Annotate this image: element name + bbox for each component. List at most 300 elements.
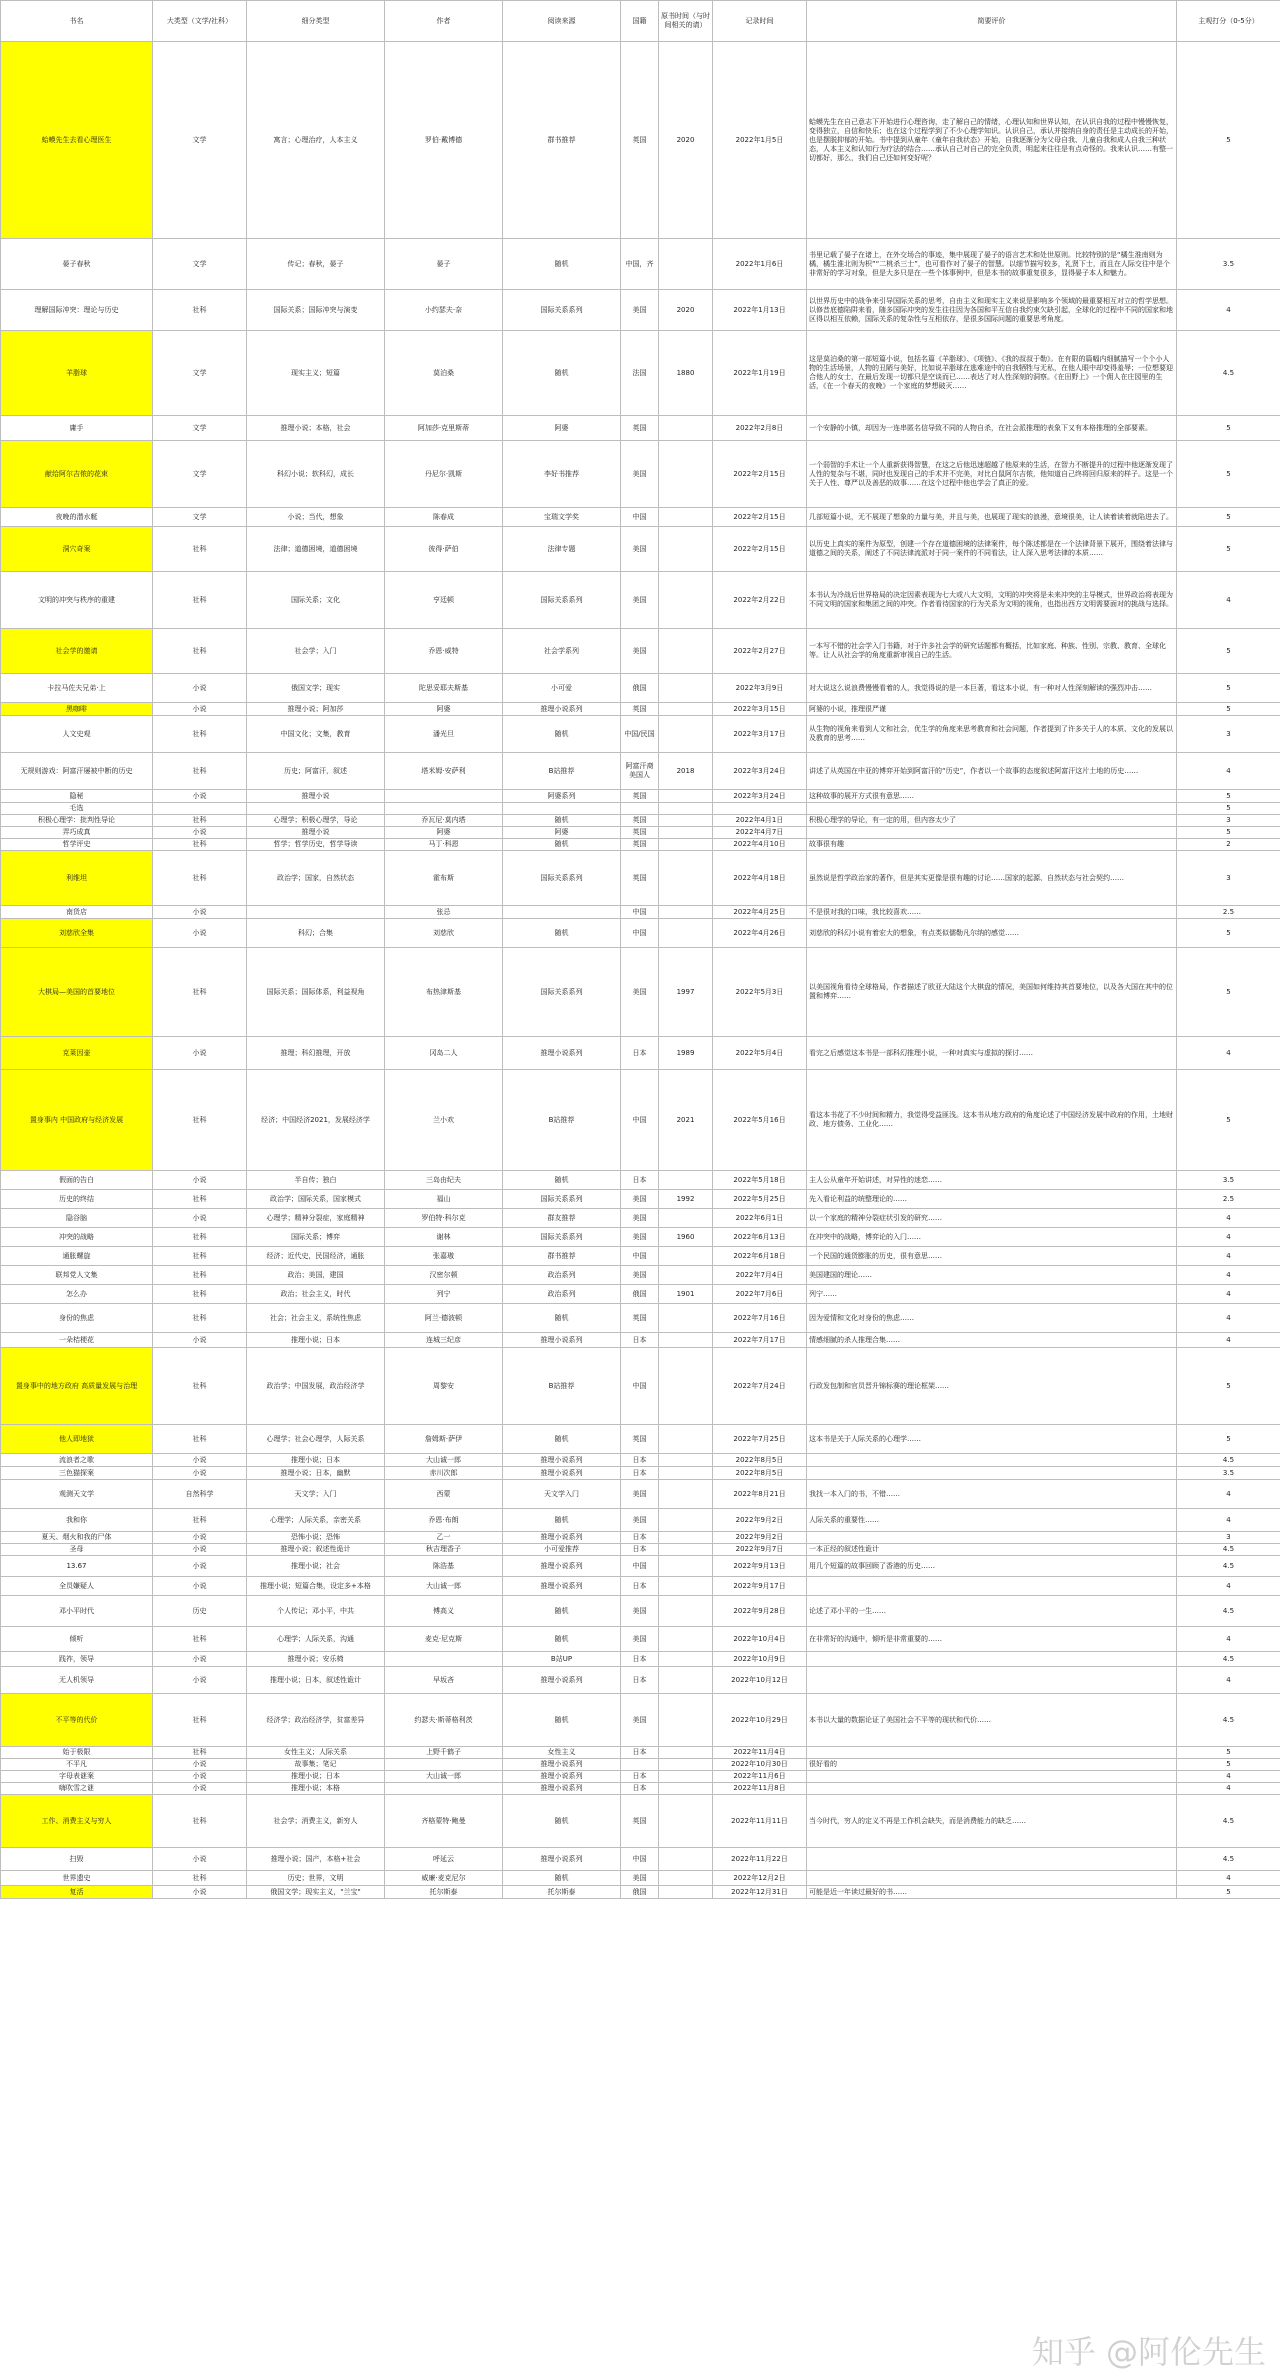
score-cell[interactable]: 4.5 — [1177, 1694, 1280, 1747]
category-cell[interactable]: 社科 — [153, 716, 247, 753]
review-cell[interactable]: 一本正经的叙述性诡计 — [807, 1544, 1177, 1556]
original-year-cell[interactable]: 1997 — [659, 948, 713, 1037]
category-cell[interactable]: 小说 — [153, 1454, 247, 1467]
subtype-cell[interactable]: 经济；近代史，民国经济，通胀 — [247, 1247, 385, 1266]
author-cell[interactable]: 小约瑟夫·奈 — [385, 290, 503, 331]
source-cell[interactable]: 国际关系系列 — [503, 290, 621, 331]
category-cell[interactable]: 小说 — [153, 1886, 247, 1899]
record-date-cell[interactable]: 2022年11月11日 — [713, 1795, 807, 1848]
source-cell[interactable]: 随机 — [503, 919, 621, 948]
category-cell[interactable]: 小说 — [153, 1209, 247, 1228]
book-title-cell[interactable]: 字母表谜案 — [1, 1771, 153, 1783]
category-cell[interactable]: 小说 — [153, 1577, 247, 1596]
book-title-cell[interactable]: 始于极限 — [1, 1747, 153, 1759]
score-cell[interactable]: 4 — [1177, 1285, 1280, 1304]
score-cell[interactable]: 5 — [1177, 416, 1280, 441]
original-year-cell[interactable] — [659, 716, 713, 753]
subtype-cell[interactable]: 历史；世界，文明 — [247, 1871, 385, 1886]
original-year-cell[interactable] — [659, 1771, 713, 1783]
nationality-cell[interactable]: 美国 — [621, 1694, 659, 1747]
record-date-cell[interactable]: 2022年9月13日 — [713, 1556, 807, 1577]
category-cell[interactable]: 文学 — [153, 42, 247, 239]
review-cell[interactable]: 对大说这么说浪费慢慢看着的人，我觉得说的是一本巨著，看这本小说，有一种对人性深刻解读的强烈冲击…… — [807, 674, 1177, 703]
original-year-cell[interactable]: 2018 — [659, 753, 713, 790]
record-date-cell[interactable]: 2022年5月18日 — [713, 1171, 807, 1190]
review-cell[interactable]: 情感细腻的杀人推理合集…… — [807, 1333, 1177, 1348]
book-title-cell[interactable]: 庸手 — [1, 416, 153, 441]
source-cell[interactable]: 法律专题 — [503, 527, 621, 572]
author-cell[interactable]: 晏子 — [385, 239, 503, 290]
original-year-cell[interactable] — [659, 839, 713, 851]
original-year-cell[interactable] — [659, 1577, 713, 1596]
score-cell[interactable]: 4 — [1177, 1480, 1280, 1509]
category-cell[interactable]: 历史 — [153, 1596, 247, 1627]
book-title-cell[interactable]: 置身事中的地方政府 高质量发展与治理 — [1, 1348, 153, 1425]
score-cell[interactable]: 4.5 — [1177, 1556, 1280, 1577]
book-title-cell[interactable]: 克莱因壶 — [1, 1037, 153, 1070]
review-cell[interactable] — [807, 1577, 1177, 1596]
record-date-cell[interactable]: 2022年2月15日 — [713, 508, 807, 527]
category-cell[interactable]: 社科 — [153, 527, 247, 572]
record-date-cell[interactable]: 2022年5月4日 — [713, 1037, 807, 1070]
subtype-cell[interactable]: 科幻小说；软科幻，成长 — [247, 441, 385, 508]
original-year-cell[interactable] — [659, 803, 713, 815]
subtype-cell[interactable]: 推理小说；安乐椅 — [247, 1652, 385, 1667]
author-cell[interactable]: 赤川次郎 — [385, 1467, 503, 1480]
subtype-cell[interactable]: 传记；春秋，晏子 — [247, 239, 385, 290]
book-title-cell[interactable]: 我和你 — [1, 1509, 153, 1532]
header-score[interactable]: 主观打分（0-5分） — [1177, 1, 1280, 42]
source-cell[interactable]: 天文学入门 — [503, 1480, 621, 1509]
source-cell[interactable]: 随机 — [503, 1795, 621, 1848]
original-year-cell[interactable] — [659, 1694, 713, 1747]
book-title-cell[interactable]: 邓小平时代 — [1, 1596, 153, 1627]
author-cell[interactable]: 西蒙 — [385, 1480, 503, 1509]
nationality-cell[interactable]: 日本 — [621, 1652, 659, 1667]
subtype-cell[interactable]: 推理小说 — [247, 827, 385, 839]
author-cell[interactable]: 连城三纪彦 — [385, 1333, 503, 1348]
nationality-cell[interactable]: 日本 — [621, 1747, 659, 1759]
score-cell[interactable]: 4 — [1177, 1509, 1280, 1532]
record-date-cell[interactable]: 2022年8月21日 — [713, 1480, 807, 1509]
book-title-cell[interactable]: 全员嫌疑人 — [1, 1577, 153, 1596]
source-cell[interactable]: B站推荐 — [503, 753, 621, 790]
subtype-cell[interactable]: 故事集；笔记 — [247, 1759, 385, 1771]
original-year-cell[interactable] — [659, 1627, 713, 1652]
category-cell[interactable]: 小说 — [153, 1771, 247, 1783]
source-cell[interactable]: 推理小说系列 — [503, 1759, 621, 1771]
subtype-cell[interactable] — [247, 803, 385, 815]
subtype-cell[interactable]: 社会学；入门 — [247, 629, 385, 674]
original-year-cell[interactable] — [659, 1333, 713, 1348]
author-cell[interactable]: 上野千鹤子 — [385, 1747, 503, 1759]
review-cell[interactable]: 列宁…… — [807, 1285, 1177, 1304]
category-cell[interactable]: 小说 — [153, 1783, 247, 1795]
source-cell[interactable]: 国际关系系列 — [503, 1228, 621, 1247]
author-cell[interactable]: 刘慈欣 — [385, 919, 503, 948]
book-title-cell[interactable]: 哲学评史 — [1, 839, 153, 851]
original-year-cell[interactable] — [659, 906, 713, 919]
source-cell[interactable]: 政治系列 — [503, 1266, 621, 1285]
source-cell[interactable]: 阿婆 — [503, 827, 621, 839]
source-cell[interactable]: 女性主义 — [503, 1747, 621, 1759]
original-year-cell[interactable] — [659, 703, 713, 716]
subtype-cell[interactable]: 推理小说；社会 — [247, 1556, 385, 1577]
book-title-cell[interactable]: 南货店 — [1, 906, 153, 919]
score-cell[interactable]: 5 — [1177, 42, 1280, 239]
author-cell[interactable] — [385, 1759, 503, 1771]
book-title-cell[interactable]: 13.67 — [1, 1556, 153, 1577]
score-cell[interactable]: 4 — [1177, 1228, 1280, 1247]
book-title-cell[interactable]: 圣母 — [1, 1544, 153, 1556]
original-year-cell[interactable]: 1901 — [659, 1285, 713, 1304]
score-cell[interactable]: 5 — [1177, 441, 1280, 508]
author-cell[interactable]: 潘光旦 — [385, 716, 503, 753]
subtype-cell[interactable]: 小说；当代，想象 — [247, 508, 385, 527]
category-cell[interactable]: 社科 — [153, 1627, 247, 1652]
author-cell[interactable]: 周黎安 — [385, 1348, 503, 1425]
score-cell[interactable]: 2.5 — [1177, 906, 1280, 919]
subtype-cell[interactable]: 心理学；人际关系，沟通 — [247, 1627, 385, 1652]
original-year-cell[interactable] — [659, 239, 713, 290]
book-title-cell[interactable]: 无规则游戏：阿富汗屡被中断的历史 — [1, 753, 153, 790]
book-title-cell[interactable]: 大棋局—美国的首要地位 — [1, 948, 153, 1037]
nationality-cell[interactable]: 法国 — [621, 331, 659, 416]
nationality-cell[interactable]: 美国 — [621, 572, 659, 629]
original-year-cell[interactable] — [659, 1848, 713, 1871]
book-title-cell[interactable]: 利维坦 — [1, 851, 153, 906]
category-cell[interactable]: 小说 — [153, 1171, 247, 1190]
record-date-cell[interactable]: 2022年1月6日 — [713, 239, 807, 290]
nationality-cell[interactable]: 中国 — [621, 1348, 659, 1425]
review-cell[interactable]: 在非常好的沟通中，倾听是非常重要的…… — [807, 1627, 1177, 1652]
source-cell[interactable]: B站推荐 — [503, 1348, 621, 1425]
record-date-cell[interactable]: 2022年7月24日 — [713, 1348, 807, 1425]
source-cell[interactable]: B站推荐 — [503, 1070, 621, 1171]
author-cell[interactable]: 乔瓦尼·莫内塔 — [385, 815, 503, 827]
original-year-cell[interactable] — [659, 1783, 713, 1795]
original-year-cell[interactable] — [659, 1795, 713, 1848]
review-cell[interactable]: 阿婆的小说，推理很严谨 — [807, 703, 1177, 716]
original-year-cell[interactable] — [659, 1667, 713, 1694]
nationality-cell[interactable]: 英国 — [621, 1304, 659, 1333]
score-cell[interactable]: 4 — [1177, 290, 1280, 331]
book-title-cell[interactable]: 夏天、烟火和我的尸体 — [1, 1532, 153, 1544]
book-title-cell[interactable]: 置身事内 中国政府与经济发展 — [1, 1070, 153, 1171]
nationality-cell[interactable]: 美国 — [621, 290, 659, 331]
nationality-cell[interactable]: 日本 — [621, 1333, 659, 1348]
source-cell[interactable]: 推理小说系列 — [503, 1454, 621, 1467]
source-cell[interactable]: 阿婆系列 — [503, 790, 621, 803]
record-date-cell[interactable]: 2022年10月4日 — [713, 1627, 807, 1652]
score-cell[interactable]: 4 — [1177, 1304, 1280, 1333]
category-cell[interactable]: 社科 — [153, 1266, 247, 1285]
source-cell[interactable]: 随机 — [503, 331, 621, 416]
source-cell[interactable]: 随机 — [503, 815, 621, 827]
subtype-cell[interactable]: 国际关系；国际冲突与演变 — [247, 290, 385, 331]
category-cell[interactable]: 社科 — [153, 1285, 247, 1304]
nationality-cell[interactable]: 中国 — [621, 906, 659, 919]
score-cell[interactable]: 4.5 — [1177, 331, 1280, 416]
record-date-cell[interactable]: 2022年1月5日 — [713, 42, 807, 239]
review-cell[interactable]: 以一个家庭的精神分裂症状引发的研究…… — [807, 1209, 1177, 1228]
source-cell[interactable]: 随机 — [503, 716, 621, 753]
nationality-cell[interactable] — [621, 1759, 659, 1771]
book-title-cell[interactable]: 积极心理学：批判性导论 — [1, 815, 153, 827]
book-title-cell[interactable]: 怎么办 — [1, 1285, 153, 1304]
score-cell[interactable]: 4.5 — [1177, 1596, 1280, 1627]
score-cell[interactable]: 5 — [1177, 527, 1280, 572]
subtype-cell[interactable]: 哲学；哲学历史，哲学导读 — [247, 839, 385, 851]
nationality-cell[interactable]: 俄国 — [621, 674, 659, 703]
book-title-cell[interactable]: 世界遗史 — [1, 1871, 153, 1886]
header-category[interactable]: 大类型（文学/社科） — [153, 1, 247, 42]
author-cell[interactable]: 乔恩·威特 — [385, 629, 503, 674]
author-cell[interactable]: 傅高义 — [385, 1596, 503, 1627]
original-year-cell[interactable] — [659, 815, 713, 827]
score-cell[interactable]: 4 — [1177, 1577, 1280, 1596]
record-date-cell[interactable]: 2022年5月25日 — [713, 1190, 807, 1209]
original-year-cell[interactable] — [659, 1747, 713, 1759]
category-cell[interactable]: 社科 — [153, 753, 247, 790]
original-year-cell[interactable]: 1960 — [659, 1228, 713, 1247]
review-cell[interactable]: 书里记载了晏子在诸上，在外交场合的事迹，集中展现了晏子的语言艺术和处世原则。比较特别的是“橘生淮南则为橘，橘生淮北则为枳”“二桃杀三士”，也可看作对了晏子的智慧。以细节描写较多，礼贤下士，而且在人际交往中是个非常好的学习对象，但是大多只是在一些个体事例中，但是本书的故事重复很多，显得晏子本人和魅力。 — [807, 239, 1177, 290]
subtype-cell[interactable]: 国际关系；国际体系，利益视角 — [247, 948, 385, 1037]
review-cell[interactable]: 可能是近一年读过最好的书…… — [807, 1886, 1177, 1899]
subtype-cell[interactable]: 推理小说；日本，叙述性诡计 — [247, 1667, 385, 1694]
category-cell[interactable]: 小说 — [153, 1652, 247, 1667]
nationality-cell[interactable]: 美国 — [621, 629, 659, 674]
record-date-cell[interactable]: 2022年4月7日 — [713, 827, 807, 839]
source-cell[interactable]: 推理小说系列 — [503, 1577, 621, 1596]
nationality-cell[interactable]: 英国 — [621, 703, 659, 716]
nationality-cell[interactable]: 日本 — [621, 1454, 659, 1467]
subtype-cell[interactable]: 恐怖小说；恐怖 — [247, 1532, 385, 1544]
subtype-cell[interactable]: 国际关系；博弈 — [247, 1228, 385, 1247]
source-cell[interactable]: 随机 — [503, 1171, 621, 1190]
review-cell[interactable]: 一个民国的通货膨胀的历史，很有意思…… — [807, 1247, 1177, 1266]
nationality-cell[interactable]: 英国 — [621, 416, 659, 441]
review-cell[interactable]: 积极心理学的导论，有一定的用，但内容太少了 — [807, 815, 1177, 827]
score-cell[interactable]: 5 — [1177, 703, 1280, 716]
book-title-cell[interactable]: 践祚，领导 — [1, 1652, 153, 1667]
score-cell[interactable]: 4 — [1177, 1667, 1280, 1694]
book-title-cell[interactable]: 复活 — [1, 1886, 153, 1899]
book-title-cell[interactable]: 一朵桔梗花 — [1, 1333, 153, 1348]
nationality-cell[interactable]: 中国 — [621, 1070, 659, 1171]
original-year-cell[interactable] — [659, 1532, 713, 1544]
nationality-cell[interactable]: 美国 — [621, 441, 659, 508]
score-cell[interactable]: 4 — [1177, 753, 1280, 790]
source-cell[interactable]: 推理小说系列 — [503, 1532, 621, 1544]
source-cell[interactable]: 宝瑞文学奖 — [503, 508, 621, 527]
subtype-cell[interactable]: 政治；社会主义，时代 — [247, 1285, 385, 1304]
review-cell[interactable]: 很好看的 — [807, 1759, 1177, 1771]
subtype-cell[interactable]: 历史；阿富汗，叙述 — [247, 753, 385, 790]
nationality-cell[interactable]: 日本 — [621, 1783, 659, 1795]
book-title-cell[interactable]: 文明的冲突与秩序的重建 — [1, 572, 153, 629]
category-cell[interactable]: 小说 — [153, 1848, 247, 1871]
subtype-cell[interactable]: 推理小说；国产，本格+社会 — [247, 1848, 385, 1871]
book-title-cell[interactable]: 他人即地狱 — [1, 1425, 153, 1454]
review-cell[interactable] — [807, 827, 1177, 839]
source-cell[interactable]: 政治系列 — [503, 1285, 621, 1304]
record-date-cell[interactable]: 2022年8月5日 — [713, 1467, 807, 1480]
score-cell[interactable]: 5 — [1177, 1070, 1280, 1171]
author-cell[interactable]: 丹尼尔·凯斯 — [385, 441, 503, 508]
category-cell[interactable]: 社科 — [153, 1304, 247, 1333]
book-title-cell[interactable]: 无人机领导 — [1, 1667, 153, 1694]
record-date-cell[interactable]: 2022年1月19日 — [713, 331, 807, 416]
original-year-cell[interactable] — [659, 508, 713, 527]
score-cell[interactable]: 4 — [1177, 1209, 1280, 1228]
author-cell[interactable]: 张忌 — [385, 906, 503, 919]
record-date-cell[interactable]: 2022年9月7日 — [713, 1544, 807, 1556]
record-date-cell[interactable]: 2022年11月4日 — [713, 1747, 807, 1759]
review-cell[interactable] — [807, 1532, 1177, 1544]
header-nationality[interactable]: 国籍 — [621, 1, 659, 42]
book-title-cell[interactable]: 观测天文学 — [1, 1480, 153, 1509]
nationality-cell[interactable]: 日本 — [621, 1667, 659, 1694]
header-review[interactable]: 简要评价 — [807, 1, 1177, 42]
review-cell[interactable]: 当今时代，穷人的定义不再是工作机会缺失，而是消费能力的缺乏…… — [807, 1795, 1177, 1848]
original-year-cell[interactable]: 1880 — [659, 331, 713, 416]
author-cell[interactable]: 大山诚一郎 — [385, 1454, 503, 1467]
record-date-cell[interactable]: 2022年7月6日 — [713, 1285, 807, 1304]
score-cell[interactable]: 5 — [1177, 1759, 1280, 1771]
category-cell[interactable]: 小说 — [153, 1544, 247, 1556]
score-cell[interactable]: 5 — [1177, 948, 1280, 1037]
book-title-cell[interactable]: 夜晚的潜水艇 — [1, 508, 153, 527]
nationality-cell[interactable]: 中国 — [621, 919, 659, 948]
author-cell[interactable]: 阿兰·德波顿 — [385, 1304, 503, 1333]
subtype-cell[interactable]: 推理小说；本格，社会 — [247, 416, 385, 441]
review-cell[interactable]: 美国建国的理论…… — [807, 1266, 1177, 1285]
review-cell[interactable]: 用几个短篇的故事回顾了香港的历史…… — [807, 1556, 1177, 1577]
review-cell[interactable]: 论述了邓小平的一生…… — [807, 1596, 1177, 1627]
original-year-cell[interactable] — [659, 1425, 713, 1454]
source-cell[interactable]: 随机 — [503, 239, 621, 290]
author-cell[interactable]: 谢林 — [385, 1228, 503, 1247]
subtype-cell[interactable]: 推理小说；日本，幽默 — [247, 1467, 385, 1480]
subtype-cell[interactable]: 政治学；中国发展，政治经济学 — [247, 1348, 385, 1425]
book-title-cell[interactable]: 联邦党人文集 — [1, 1266, 153, 1285]
record-date-cell[interactable]: 2022年6月18日 — [713, 1247, 807, 1266]
category-cell[interactable]: 社科 — [153, 815, 247, 827]
source-cell[interactable]: 国际关系系列 — [503, 851, 621, 906]
source-cell[interactable] — [503, 803, 621, 815]
record-date-cell[interactable]: 2022年2月15日 — [713, 441, 807, 508]
author-cell[interactable]: 乙一 — [385, 1532, 503, 1544]
category-cell[interactable]: 社科 — [153, 629, 247, 674]
source-cell[interactable]: 推理小说系列 — [503, 1848, 621, 1871]
review-cell[interactable]: 我找一本入门的书，不错…… — [807, 1480, 1177, 1509]
author-cell[interactable]: 汉密尔顿 — [385, 1266, 503, 1285]
review-cell[interactable]: 主人公从童年开始讲述，对异性的迷恋…… — [807, 1171, 1177, 1190]
review-cell[interactable]: 不是很对我的口味，我比较喜欢…… — [807, 906, 1177, 919]
source-cell[interactable]: 国际关系系列 — [503, 948, 621, 1037]
book-title-cell[interactable]: 毛选 — [1, 803, 153, 815]
nationality-cell[interactable]: 美国 — [621, 1480, 659, 1509]
subtype-cell[interactable]: 俄国文学；现实 — [247, 674, 385, 703]
nationality-cell[interactable]: 英国 — [621, 790, 659, 803]
score-cell[interactable]: 4.5 — [1177, 1848, 1280, 1871]
nationality-cell[interactable]: 中国 — [621, 1247, 659, 1266]
category-cell[interactable]: 小说 — [153, 1556, 247, 1577]
source-cell[interactable]: 群书推荐 — [503, 1247, 621, 1266]
original-year-cell[interactable]: 2020 — [659, 290, 713, 331]
subtype-cell[interactable]: 推理小说 — [247, 790, 385, 803]
category-cell[interactable]: 社科 — [153, 1247, 247, 1266]
original-year-cell[interactable] — [659, 572, 713, 629]
review-cell[interactable] — [807, 1747, 1177, 1759]
book-title-cell[interactable]: 流浪者之歌 — [1, 1454, 153, 1467]
category-cell[interactable]: 小说 — [153, 906, 247, 919]
subtype-cell[interactable]: 心理学；社会心理学，人际关系 — [247, 1425, 385, 1454]
review-cell[interactable] — [807, 1871, 1177, 1886]
book-title-cell[interactable]: 卡拉马佐夫兄弟·上 — [1, 674, 153, 703]
nationality-cell[interactable]: 日本 — [621, 1171, 659, 1190]
score-cell[interactable]: 5 — [1177, 508, 1280, 527]
author-cell[interactable] — [385, 803, 503, 815]
book-title-cell[interactable]: 历史的终结 — [1, 1190, 153, 1209]
score-cell[interactable]: 4 — [1177, 1771, 1280, 1783]
book-title-cell[interactable]: 不平等的代价 — [1, 1694, 153, 1747]
record-date-cell[interactable]: 2022年9月2日 — [713, 1509, 807, 1532]
original-year-cell[interactable] — [659, 1871, 713, 1886]
review-cell[interactable]: 以世界历史中的战争来引导国际关系的思考，自由主义和现实主义来说是影响多个领域的最重要相互对立的哲学思想。以修昔底德陷阱来看，随多国际冲突的发生往往因为各国和平互信自我约束欠缺引起，全球化的过程中不同的国家和地区得以相互依赖，国际关系的复杂性与互相依存，是很多国际问题的重要思考角度。 — [807, 290, 1177, 331]
review-cell[interactable]: 行政发包制和官员晋升锦标赛的理论框架…… — [807, 1348, 1177, 1425]
original-year-cell[interactable] — [659, 1556, 713, 1577]
subtype-cell[interactable]: 经济学；政治经济学，贫富差异 — [247, 1694, 385, 1747]
subtype-cell[interactable] — [247, 906, 385, 919]
book-title-cell[interactable]: 三色猫探案 — [1, 1467, 153, 1480]
record-date-cell[interactable]: 2022年9月17日 — [713, 1577, 807, 1596]
review-cell[interactable] — [807, 1783, 1177, 1795]
author-cell[interactable]: 秋吉理香子 — [385, 1544, 503, 1556]
nationality-cell[interactable]: 美国 — [621, 1871, 659, 1886]
record-date-cell[interactable]: 2022年3月17日 — [713, 716, 807, 753]
record-date-cell[interactable]: 2022年7月17日 — [713, 1333, 807, 1348]
source-cell[interactable]: 推理小说系列 — [503, 1556, 621, 1577]
author-cell[interactable]: 张嘉璈 — [385, 1247, 503, 1266]
category-cell[interactable]: 小说 — [153, 1667, 247, 1694]
book-title-cell[interactable]: 扫毁 — [1, 1848, 153, 1871]
original-year-cell[interactable] — [659, 1266, 713, 1285]
nationality-cell[interactable]: 美国 — [621, 1596, 659, 1627]
book-title-cell[interactable]: 蛤蟆先生去看心理医生 — [1, 42, 153, 239]
author-cell[interactable]: 托尔斯泰 — [385, 1886, 503, 1899]
book-title-cell[interactable]: 社会学的邀请 — [1, 629, 153, 674]
author-cell[interactable]: 大山诚一郎 — [385, 1577, 503, 1596]
category-cell[interactable] — [153, 803, 247, 815]
record-date-cell[interactable]: 2022年4月26日 — [713, 919, 807, 948]
original-year-cell[interactable] — [659, 1544, 713, 1556]
book-title-cell[interactable]: 晏子春秋 — [1, 239, 153, 290]
record-date-cell[interactable]: 2022年3月9日 — [713, 674, 807, 703]
category-cell[interactable]: 小说 — [153, 674, 247, 703]
book-title-cell[interactable]: 冲突的战略 — [1, 1228, 153, 1247]
record-date-cell[interactable]: 2022年4月18日 — [713, 851, 807, 906]
original-year-cell[interactable] — [659, 416, 713, 441]
score-cell[interactable]: 4 — [1177, 1266, 1280, 1285]
score-cell[interactable]: 5 — [1177, 803, 1280, 815]
source-cell[interactable]: 推理小说系列 — [503, 1037, 621, 1070]
author-cell[interactable]: 威廉·麦克尼尔 — [385, 1871, 503, 1886]
nationality-cell[interactable]: 日本 — [621, 1037, 659, 1070]
review-cell[interactable]: 看这本书花了不少时间和精力，我觉得受益匪浅。这本书从地方政府的角度论述了中国经济发展中政府的作用，土地财政、地方债务、工业化…… — [807, 1070, 1177, 1171]
category-cell[interactable]: 小说 — [153, 919, 247, 948]
